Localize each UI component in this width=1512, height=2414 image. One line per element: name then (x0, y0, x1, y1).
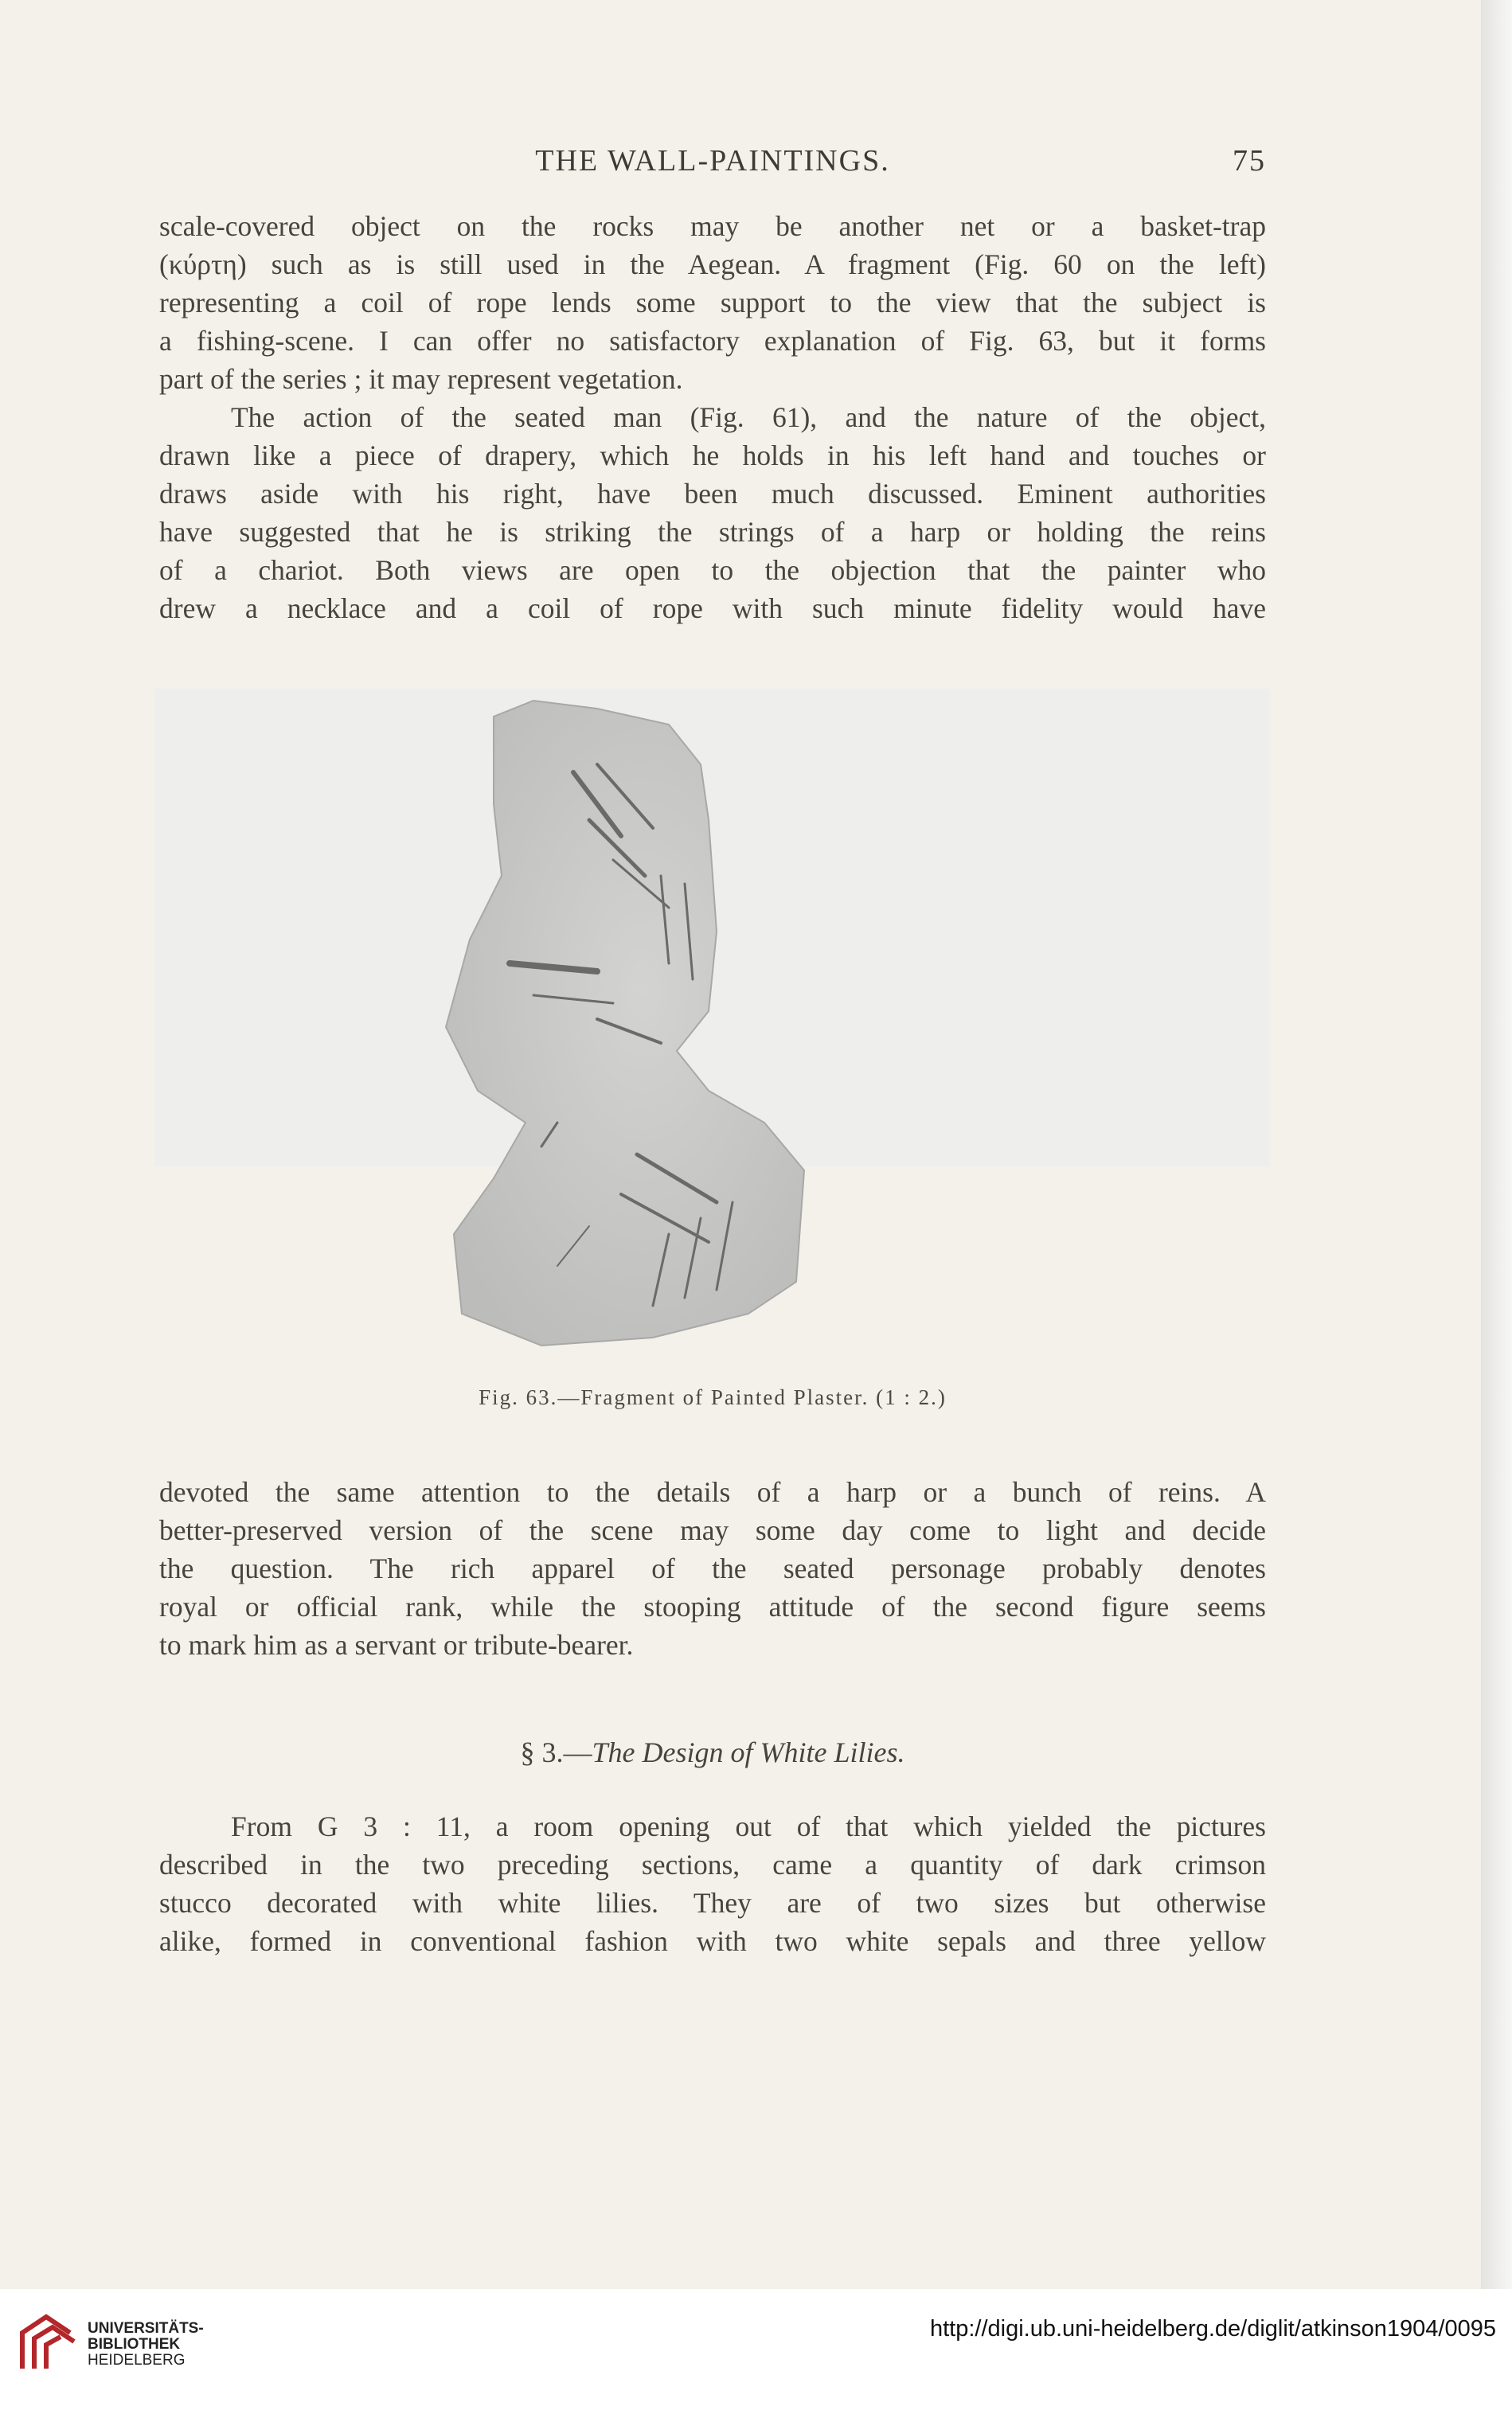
text-line: drew a necklace and a coil of rope with such minute fidelity would have (159, 592, 1266, 624)
library-name-line: HEIDELBERG (88, 2352, 186, 2369)
text-line: described in the two preceding sections, came a quantity of dark crimson (159, 1849, 1266, 1881)
text-line: have suggested that he is striking the strings of a harp or holding the reins (159, 516, 1266, 548)
text-line: (κύρτη) such as is still used in the Aegean. A fragment (Fig. 60 on the left) (159, 248, 1266, 280)
text-line: devoted the same attention to the details of a harp or a bunch of reins. A (159, 1476, 1266, 1508)
section-heading (159, 1736, 1266, 1769)
page-number: 75 (1233, 144, 1266, 178)
library-name (88, 2321, 204, 2369)
text-line: part of the series ; it may represent vegetation. (159, 363, 683, 395)
text-line: better-preserved version of the scene may some day come to light and decide (159, 1514, 1266, 1546)
text-line: a fishing-scene. I can offer no satisfactory explanation of Fig. 63, but it forms (159, 325, 1266, 357)
text-line: stucco decorated with white lilies. They are of two sizes but otherwise (159, 1887, 1266, 1919)
text-line: drawn like a piece of drapery, which he holds in his left hand and touches or (159, 439, 1266, 471)
library-logo-icon (14, 2313, 86, 2377)
section-number: § 3.— (520, 1736, 592, 1768)
section-title: The Design of White Lilies. (592, 1736, 905, 1768)
page-edge (1481, 0, 1512, 2289)
library-name-line: UNIVERSITÄTS- (88, 2320, 204, 2337)
text-line: the question. The rich apparel of the seated personage probably denotes (159, 1553, 1266, 1584)
text-line: representing a coil of rope lends some support to the view that the subject is (159, 287, 1266, 318)
text-line: From G 3 : 11, a room opening out of that which yielded the pictures (231, 1810, 1266, 1842)
text-line: draws aside with his right, have been much discussed. Eminent authorities (159, 478, 1266, 510)
source-url-link[interactable]: http://digi.ub.uni-heidelberg.de/diglit/atkinson1904/0095 (929, 2316, 1496, 2342)
footer-bar (0, 2289, 1512, 2414)
text-line: alike, formed in conventional fashion with two white sepals and three yellow (159, 1925, 1266, 1957)
plaster-fragment-image (334, 677, 971, 1377)
running-title: THE WALL-PAINTINGS. (535, 144, 890, 178)
text-line: The action of the seated man (Fig. 61), and the nature of the object, (231, 401, 1266, 433)
figure-caption: Fig. 63.—Fragment of Painted Plaster. (1 : 2.) (479, 1385, 947, 1409)
text-line: scale-covered object on the rocks may be another net or a basket-trap (159, 210, 1266, 242)
library-name-line: BIBLIOTHEK (88, 2336, 181, 2353)
text-line: to mark him as a servant or tribute-bearer. (159, 1629, 634, 1661)
running-head (159, 143, 1266, 183)
text-line: royal or official rank, while the stooping attitude of the second figure seems (159, 1591, 1266, 1623)
text-line: of a chariot. Both views are open to the objection that the painter who (159, 554, 1266, 586)
